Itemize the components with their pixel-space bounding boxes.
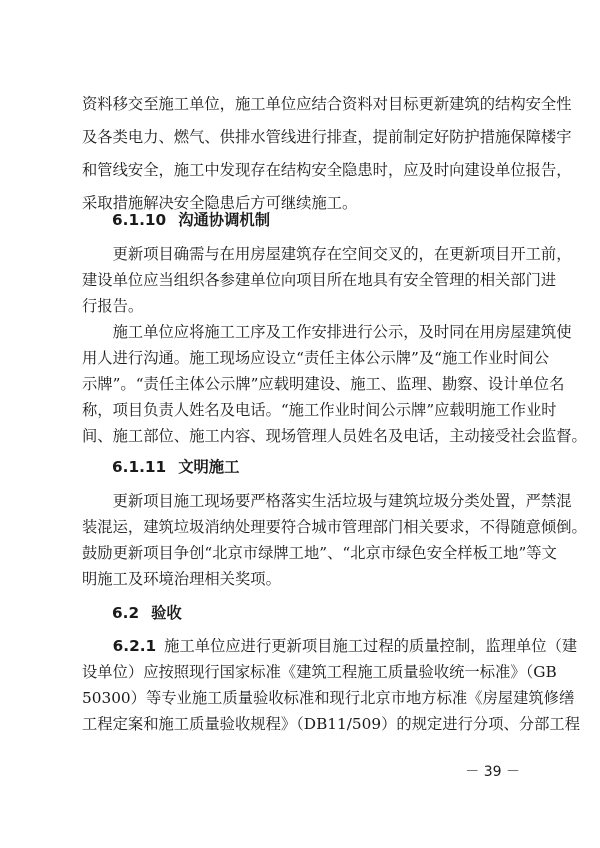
section-title: 沟通协调机制 (178, 211, 270, 229)
paragraph-line: 工程定案和施工质量验收规程》（DB11/509）的规定进行分项、分部工程 (82, 715, 580, 733)
clause-number: 6.2.1 (112, 637, 157, 655)
section-heading-6-1-10 (112, 210, 522, 230)
paragraph-line: 设单位）应按照现行国家标准《建筑工程施工质量验收统一标准》（GB (82, 663, 557, 681)
section-heading-6-2 (112, 603, 522, 623)
paragraph-line: 称，项目负责人姓名及电话。“施工作业时间公示牌”应载明施工作业时 (82, 401, 557, 419)
paragraph-line: 更新项目确需与在用房屋建筑存在空间交叉的，在更新项目开工前， (82, 245, 572, 263)
paragraph-line: 用人进行沟通。施工现场应设立“责任主体公示牌”及“施工作业时间公 (82, 349, 550, 367)
paragraph-line (82, 636, 578, 656)
section-number: 6.1.10 (112, 211, 167, 229)
paragraph-line: 50300）等专业施工质量验收标准和现行北京市地方标准《房屋建筑修缮 (82, 689, 575, 707)
paragraph-line: 行报告。 (82, 297, 144, 315)
paragraph-line: 间、施工部位、施工内容、现场管理人员姓名及电话，主动接受社会监督。 (82, 427, 587, 445)
section-title: 文明施工 (178, 458, 240, 476)
paragraph-line: 装混运，建筑垃圾消纳处理要符合城市管理部门相关要求，不得随意倾倒。 (82, 518, 587, 536)
paragraph-line: 和管线安全，施工中发现存在结构安全隐患时，应及时向建设单位报告， (82, 161, 572, 179)
clause-text: 施工单位应进行更新项目施工过程的质量控制，监理单位（建 (164, 637, 578, 655)
paragraph-line: 施工单位应将施工工序及工作安排进行公示，及时同在用房屋建筑使 (82, 323, 572, 341)
paragraph-line: 明施工及环境治理相关奖项。 (82, 570, 281, 588)
paragraph-line: 建设单位应当组织各参建单位向项目所在地具有安全管理的相关部门进 (82, 271, 557, 289)
paragraph-line: 及各类电力、燃气、供排水管线进行排查，提前制定好防护措施保障楼宇 (82, 128, 572, 146)
paragraph-line: 更新项目施工现场要严格落实生活垃圾与建筑垃圾分类处置，严禁混 (82, 492, 572, 510)
section-heading-6-1-11 (112, 457, 522, 477)
section-number: 6.1.11 (112, 458, 167, 476)
clause-spacer (82, 637, 113, 655)
paragraph-line: 示牌”。“责任主体公示牌”应载明建设、施工、监理、勘察、设计单位名 (82, 375, 565, 393)
page-number: － 39 － (465, 764, 520, 780)
section-title: 验收 (151, 604, 182, 622)
section-number: 6.2 (112, 604, 140, 622)
paragraph-line: 资料移交至施工单位，施工单位应结合资料对目标更新建筑的结构安全性 (82, 95, 572, 113)
paragraph-line: 鼓励更新项目争创“北京市绿牌工地”、“北京市绿色安全样板工地”等文 (82, 544, 557, 562)
paragraph-line: 采取措施解决安全隐患后方可继续施工。 (82, 194, 358, 212)
